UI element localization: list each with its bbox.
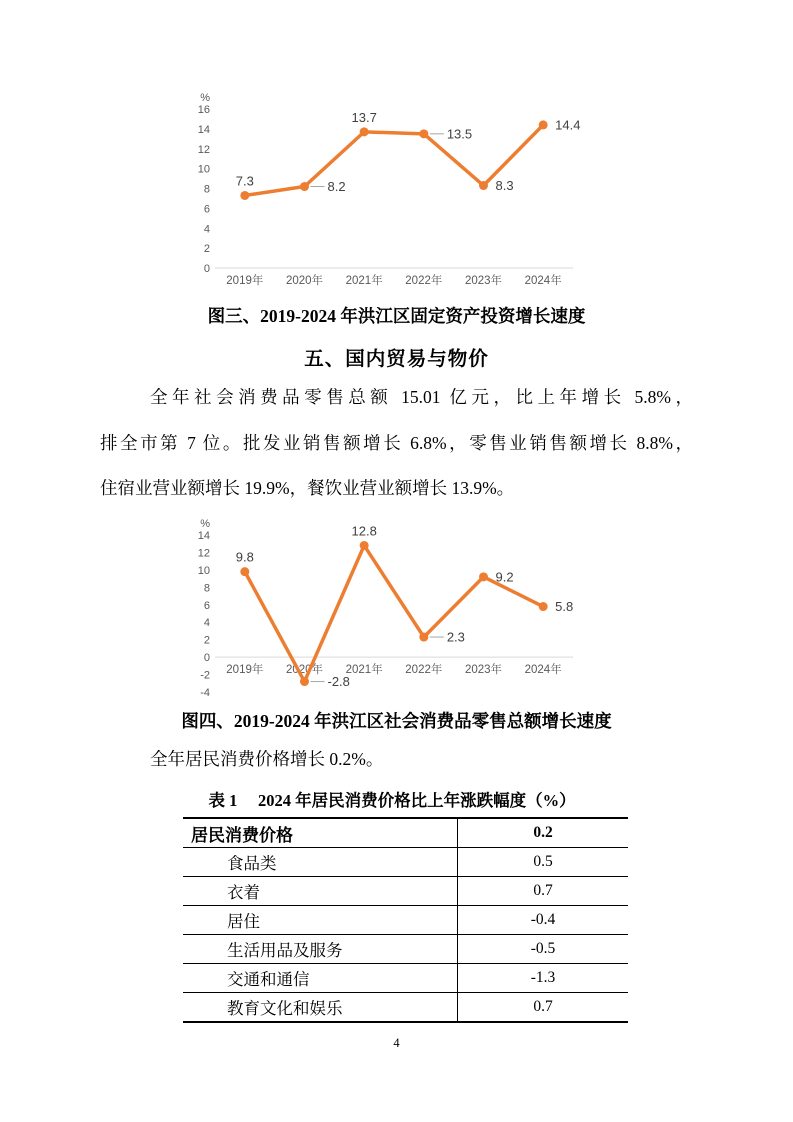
category-cell: 食品类 (183, 848, 458, 877)
section-heading: 五、国内贸易与物价 (304, 349, 489, 370)
table-row (183, 993, 628, 1023)
data-label: 2.3 (446, 629, 465, 645)
data-point-marker (539, 602, 548, 611)
figure4-line-chart (195, 512, 585, 700)
table-title: 表 1 2024 年居民消费价格比上年涨跌幅度（%） (208, 791, 576, 810)
y-tick-label: 4 (203, 223, 210, 236)
value-cell: -0.5 (458, 935, 629, 964)
table-row (183, 818, 628, 848)
data-label: 13.5 (446, 126, 473, 142)
data-line (245, 545, 543, 681)
table-row (183, 877, 628, 906)
data-label: 8.2 (327, 179, 346, 195)
y-tick-label: 2 (203, 634, 210, 647)
x-tick-label: 2023年 (464, 275, 503, 287)
y-tick-label: 2 (203, 243, 210, 256)
value-cell: -1.3 (458, 964, 629, 993)
figure3-line-chart (195, 88, 585, 293)
value-cell: 0.2 (533, 824, 553, 841)
y-tick-label: -2 (200, 669, 210, 682)
y-tick-label: 16 (197, 104, 210, 116)
data-label: 5.8 (555, 599, 574, 615)
x-tick-label: 2022年 (405, 664, 443, 677)
table-row (183, 935, 628, 964)
y-tick-label: 10 (197, 564, 210, 577)
x-tick-label: 2020年 (285, 275, 324, 287)
data-label: 8.3 (495, 178, 514, 194)
y-tick-label: -4 (200, 687, 210, 699)
y-axis-unit-label: % (200, 92, 210, 104)
y-tick-label: 12 (197, 547, 210, 560)
data-label: 12.8 (351, 523, 377, 539)
data-label: -2.8 (327, 674, 350, 690)
y-tick-label: 6 (203, 203, 210, 216)
x-tick-label: 2021年 (345, 275, 383, 287)
x-tick-label: 2023年 (464, 664, 503, 677)
data-point-marker (240, 567, 249, 576)
y-tick-label: 10 (197, 163, 210, 176)
figure3-caption: 图三、2019-2024 年洪江区固定资产投资增长速度 (207, 306, 586, 326)
y-tick-label: 6 (203, 599, 210, 612)
data-point-marker (240, 191, 249, 200)
y-tick-label: 0 (203, 263, 210, 275)
category-cell: 居民消费价格 (183, 818, 458, 848)
paragraph-line-2: 排全市第 7 位。批发业销售额增长 6.8%，零售业销售额增长 8.8%， (100, 432, 693, 453)
table-row (183, 906, 628, 935)
data-label: 9.2 (495, 569, 514, 585)
value-cell: 0.7 (458, 877, 629, 906)
value-cell: -0.4 (458, 906, 629, 935)
data-label: 14.4 (555, 117, 581, 133)
x-tick-label: 2024年 (524, 275, 562, 287)
y-axis-unit-label: % (200, 518, 210, 530)
y-tick-label: 14 (197, 123, 210, 136)
paragraph-line-1: 全年社会消费品零售总额 15.01 亿元，比上年增长 5.8%， (150, 387, 693, 407)
y-tick-label: 4 (203, 617, 210, 630)
x-tick-label: 2019年 (226, 664, 264, 677)
data-point-marker (479, 181, 488, 190)
category-cell: 教育文化和娱乐 (183, 993, 458, 1023)
data-label: 7.3 (235, 173, 254, 189)
data-point-marker (300, 182, 309, 191)
y-tick-label: 0 (203, 652, 210, 665)
data-point-marker (360, 127, 369, 136)
data-point-marker (539, 120, 548, 129)
y-tick-label: 14 (197, 530, 210, 542)
category-cell: 衣着 (183, 877, 458, 906)
y-tick-label: 8 (203, 183, 210, 196)
data-point-marker (419, 129, 428, 138)
x-tick-label: 2022年 (405, 275, 443, 287)
table-row (183, 964, 628, 993)
value-cell: 0.7 (458, 993, 629, 1023)
value-cell: 0.5 (458, 848, 629, 877)
paragraph-line-3: 住宿业营业额增长 19.9%，餐饮业营业额增长 13.9%。 (100, 478, 515, 498)
page-number: 4 (393, 1036, 400, 1050)
category-cell: 交通和通信 (183, 964, 458, 993)
paragraph-trade (100, 375, 693, 512)
y-tick-label: 12 (197, 143, 210, 156)
data-point-marker (419, 633, 428, 642)
paragraph-cpi: 全年居民消费价格增长 0.2%。 (150, 749, 384, 769)
x-tick-label: 2019年 (226, 275, 264, 287)
data-point-marker (300, 677, 309, 686)
data-label: 9.8 (235, 549, 254, 565)
y-tick-label: 8 (203, 582, 210, 595)
x-tick-label: 2020年 (285, 664, 324, 677)
table-row (183, 848, 628, 877)
x-tick-label: 2021年 (345, 664, 383, 677)
x-tick-label: 2024年 (524, 664, 562, 677)
data-point-marker (479, 572, 488, 581)
cpi-table (183, 817, 628, 1023)
figure4-caption: 图四、2019-2024 年洪江区社会消费品零售总额增长速度 (181, 711, 612, 731)
data-label: 13.7 (351, 109, 377, 125)
category-cell: 生活用品及服务 (183, 935, 458, 964)
category-cell: 居住 (183, 906, 458, 935)
data-point-marker (360, 541, 369, 550)
